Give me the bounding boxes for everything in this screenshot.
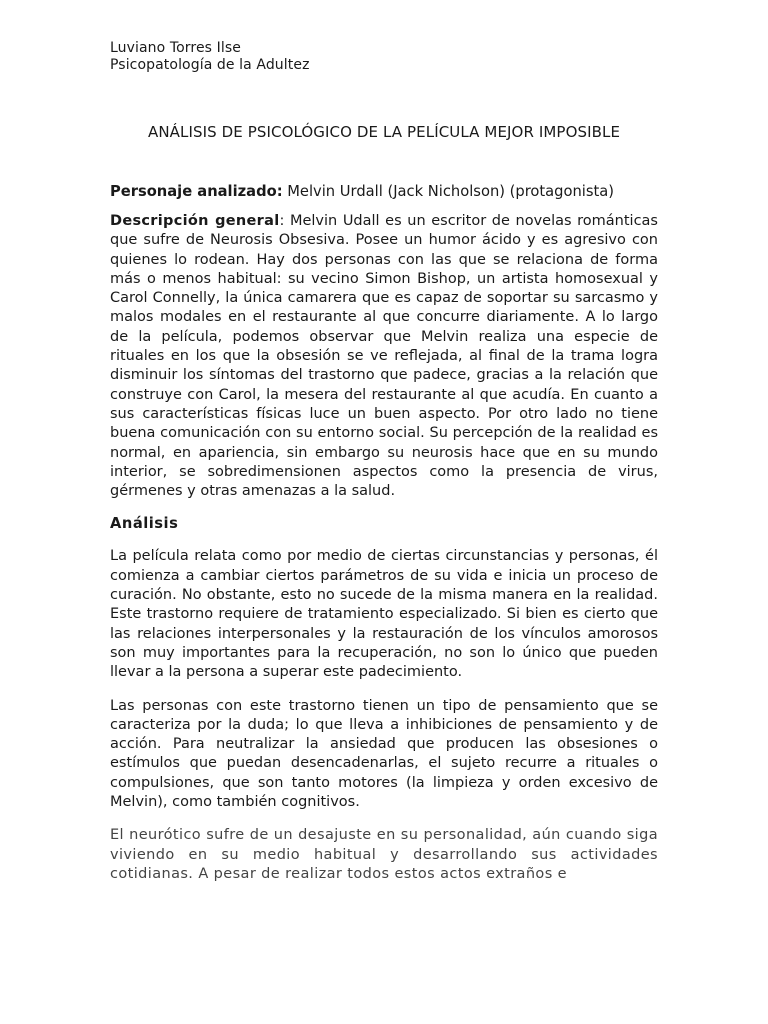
character-label: Personaje analizado: <box>110 183 283 200</box>
author-name: Luviano Torres Ilse <box>110 40 241 56</box>
general-description <box>110 212 658 501</box>
analysis-heading: Análisis <box>110 515 179 533</box>
analysis-paragraph-2: Las personas con este trastorno tienen un tipo de pensamiento que se caracteriza por la duda; lo que lleva a inhibiciones de pensamiento y de acción. Para neutralizar la ansiedad que producen las obsesiones o estímulos que puedan desencadenarlas, el sujeto recurre a rituales o compulsiones, que son tanto motores (la limpieza y orden excesivo de Melvin), como también cognitivos. <box>110 697 658 811</box>
analysis-paragraph-3: El neurótico sufre de un desajuste en su personalidad, aún cuando siga viviendo en su medio habitual y desarrollando sus actividades cotidianas. A pesar de realizar todos estos actos extraños e <box>110 827 658 882</box>
description-text: : Melvin Udall es un escritor de novelas románticas que sufre de Neurosis Obsesiva. Posee un humor ácido y es agresivo con quienes lo rodean. Hay dos personas con las que se relaciona de forma más o menos habitual: su vecino Simon Bishop, un artista homosexual y Carol Connelly, la única camarera que es capaz de soportar su sarcasmo y malos modales en el restaurante al que concurre diariamente. A lo largo de la película, podemos observar que Melvin realiza una especie de rituales en los que la obsesión se ve reflejada, al final de la trama logra disminuir los síntomas del trastorno que padece, gracias a la relación que construye con Carol, la mesera del restaurante al que acudía. En cuanto a sus características físicas luce un buen aspecto. Por otro lado no tiene buena comunicación con su entorno social. Su percepción de la realidad es normal, en apariencia, sin embargo su neurosis hace que en su mundo interior, se sobredimensionen aspectos como la presencia de virus, gérmenes y otras amenazas a la salud. <box>110 213 658 500</box>
description-label: Descripción general <box>110 213 280 229</box>
character-line <box>110 183 658 201</box>
character-value: Melvin Urdall (Jack Nicholson) (protagonista) <box>282 183 615 200</box>
document-header <box>110 40 658 74</box>
analysis-paragraph-1: La película relata como por medio de ciertas circunstancias y personas, él comienza a cambiar ciertos parámetros de su vida e inicia un proceso de curación. No obstante, esto no sucede de la misma manera en la realidad. Este trastorno requiere de tratamiento especializado. Si bien es cierto que las relaciones interpersonales y la restauración de los vínculos amorosos son muy importantes para la recuperación, no son lo único que pueden llevar a la persona a superar este padecimiento. <box>110 548 658 681</box>
document-title: ANÁLISIS DE PSICOLÓGICO DE LA PELÍCULA MEJOR IMPOSIBLE <box>147 123 621 141</box>
course-name: Psicopatología de la Adultez <box>110 57 310 73</box>
